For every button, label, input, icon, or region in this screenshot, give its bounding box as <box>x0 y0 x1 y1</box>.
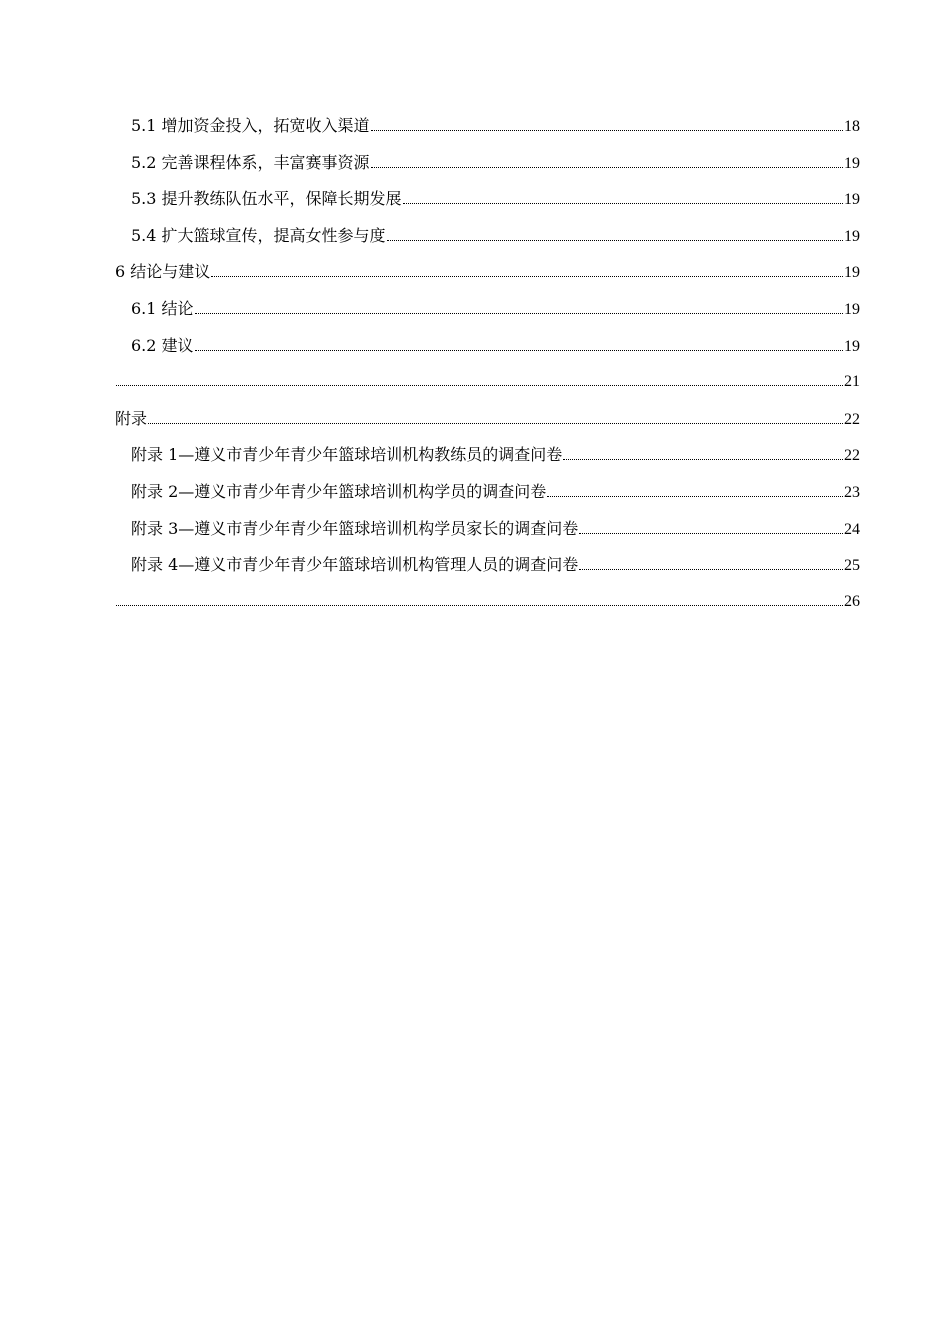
table-of-contents <box>115 112 860 624</box>
toc-entry[interactable] <box>115 588 860 625</box>
toc-entry-label: 附录 4—遵义市青少年青少年篮球培训机构管理人员的调查问卷 <box>131 555 579 575</box>
toc-leader-dots <box>403 202 843 204</box>
toc-entry[interactable] <box>115 368 860 405</box>
toc-entry[interactable] <box>115 222 860 259</box>
toc-entry[interactable] <box>115 149 860 186</box>
toc-leader-dots <box>211 275 843 277</box>
toc-entry-label: 6.2 建议 <box>131 335 194 355</box>
toc-entry-page: 19 <box>844 337 860 355</box>
toc-entry-label: 6 结论与建议 <box>115 262 211 282</box>
toc-leader-dots <box>148 422 843 424</box>
toc-leader-dots <box>195 312 843 314</box>
toc-leader-dots <box>116 384 843 386</box>
toc-entry[interactable] <box>115 295 860 332</box>
toc-entry-label: 5.4 扩大篮球宣传，提高女性参与度 <box>131 225 386 245</box>
toc-entry-label: 5.2 完善课程体系，丰富赛事资源 <box>131 152 370 172</box>
toc-entry[interactable] <box>115 405 860 442</box>
toc-leader-dots <box>547 495 843 497</box>
toc-entry[interactable] <box>115 258 860 295</box>
toc-entry-label: 附录 <box>115 408 148 428</box>
toc-leader-dots <box>387 239 843 241</box>
toc-entry-page: 19 <box>844 264 860 282</box>
toc-entry-label: 附录 2—遵义市青少年青少年篮球培训机构学员的调查问卷 <box>131 481 547 501</box>
toc-entry-page: 25 <box>844 557 860 575</box>
toc-entry[interactable] <box>115 478 860 515</box>
toc-entry-page: 22 <box>844 410 860 428</box>
toc-entry-page: 21 <box>844 373 860 391</box>
toc-entry-label: 附录 1—遵义市青少年青少年篮球培训机构教练员的调查问卷 <box>131 445 563 465</box>
toc-entry-page: 23 <box>844 483 860 501</box>
toc-entry-page: 19 <box>844 154 860 172</box>
toc-entry[interactable] <box>115 441 860 478</box>
toc-entry-page: 19 <box>844 191 860 209</box>
toc-entry[interactable] <box>115 332 860 369</box>
toc-leader-dots <box>116 604 843 606</box>
toc-entry-page: 22 <box>844 447 860 465</box>
toc-entry-label: 5.1 增加资金投入，拓宽收入渠道 <box>131 116 370 135</box>
toc-entry-page: 26 <box>844 592 860 610</box>
toc-leader-dots <box>579 532 843 534</box>
toc-entry[interactable] <box>115 112 860 149</box>
toc-entry[interactable] <box>115 551 860 588</box>
toc-entry-label: 5.3 提升教练队伍水平，保障长期发展 <box>131 189 402 209</box>
toc-leader-dots <box>371 129 843 131</box>
toc-entry-label: 附录 3—遵义市青少年青少年篮球培训机构学员家长的调查问卷 <box>131 518 579 538</box>
toc-entry-page: 24 <box>844 520 860 538</box>
toc-entry-label: 6.1 结论 <box>131 298 194 318</box>
toc-entry[interactable] <box>115 185 860 222</box>
toc-leader-dots <box>195 349 843 351</box>
toc-entry-page: 18 <box>844 118 860 135</box>
toc-leader-dots <box>563 458 843 460</box>
toc-leader-dots <box>579 568 843 570</box>
toc-entry-page: 19 <box>844 227 860 245</box>
toc-entry-page: 19 <box>844 300 860 318</box>
toc-entry[interactable] <box>115 515 860 552</box>
toc-leader-dots <box>371 166 843 168</box>
